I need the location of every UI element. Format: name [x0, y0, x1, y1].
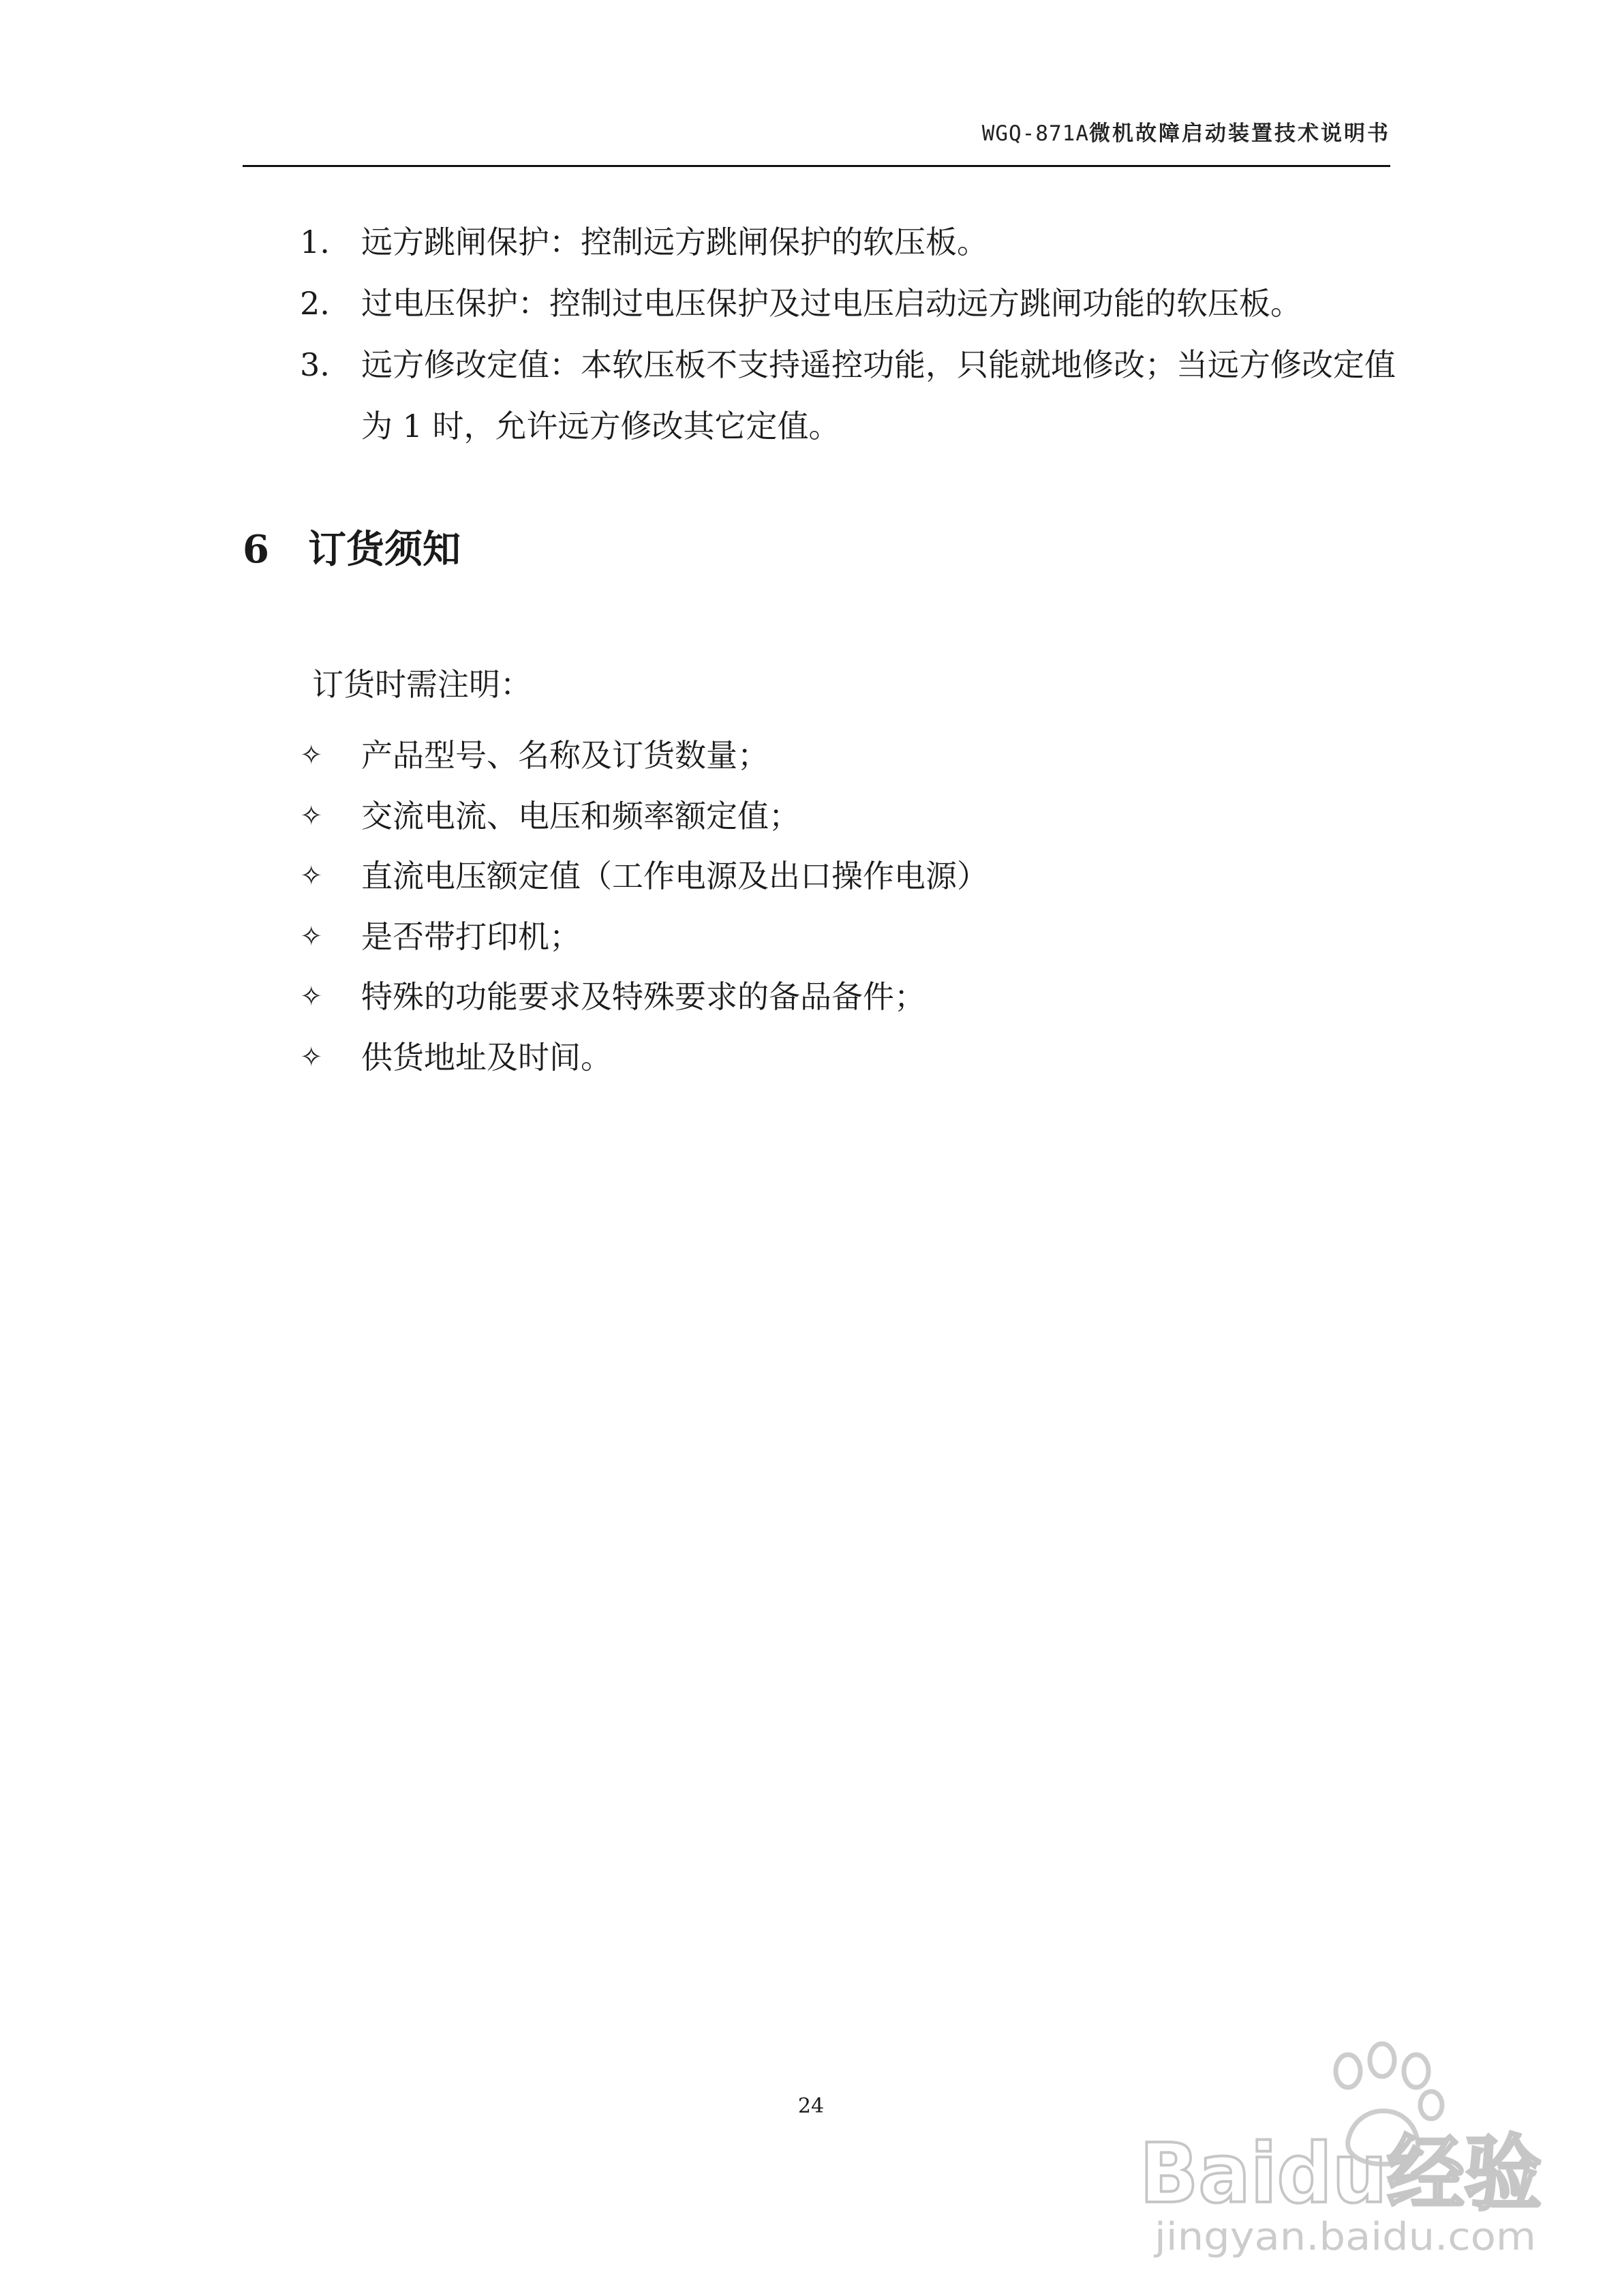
section-number: 6: [243, 527, 269, 572]
list-item-text: 过电压保护：控制过电压保护及过电压启动远方跳闸功能的软压板。: [361, 285, 1302, 322]
list-item: [300, 725, 988, 786]
diamond-star-bullet-icon: ✧: [300, 1041, 323, 1073]
list-item: [300, 211, 1397, 273]
list-item-text: 远方跳闸保护：控制远方跳闸保护的软压板。: [361, 224, 988, 260]
header-divider: [243, 165, 1390, 167]
diamond-star-bullet-icon: ✧: [300, 920, 323, 952]
diamond-star-bullet-icon: ✧: [300, 740, 323, 771]
list-item-text: 远方修改定值：本软压板不支持遥控功能，只能就地修改；当远方修改定值为 1 时，允许远方修改其它定值。: [361, 346, 1396, 444]
page-header: [243, 0, 1390, 167]
list-item: [300, 846, 988, 907]
intro-text: 订货时需注明：: [312, 666, 532, 703]
list-item-text: 直流电压额定值（工作电源及出口操作电源）: [361, 858, 988, 894]
platen-list: [300, 211, 1397, 457]
diamond-star-bullet-icon: ✧: [300, 860, 323, 892]
header-model: WGQ-871A: [981, 121, 1089, 146]
list-item-text: 是否带打印机；: [361, 918, 581, 955]
diamond-star-bullet-icon: ✧: [300, 800, 323, 832]
list-item-text: 产品型号、名称及订货数量；: [361, 737, 769, 774]
list-item-text: 供货地址及时间。: [361, 1038, 612, 1076]
order-requirements-list: [300, 725, 988, 1087]
list-item: [300, 907, 988, 967]
list-item: [300, 273, 1397, 334]
watermark-url-text: jingyan.baidu.com: [1152, 2215, 1536, 2259]
header-document-title: 微机故障启动装置技术说明书: [1089, 121, 1390, 146]
list-item-text: 特殊的功能要求及特殊要求的备品备件；: [361, 978, 925, 1015]
section-title: 订货须知: [308, 528, 461, 572]
baidu-jingyan-watermark: [1131, 2038, 1554, 2263]
list-item: [300, 967, 988, 1027]
list-item: [300, 1027, 988, 1088]
section-heading: [243, 519, 461, 574]
list-item: [300, 334, 1397, 457]
page-number: 24: [797, 2094, 825, 2118]
header-title: [982, 116, 1390, 147]
list-item-number: 3.: [300, 346, 330, 383]
list-item: [300, 786, 988, 847]
diamond-star-bullet-icon: ✧: [300, 981, 323, 1012]
list-item-text: 交流电流、电压和频率额定值；: [361, 797, 800, 834]
watermark-brand-text: Baidu经验: [1139, 2127, 1542, 2222]
list-item-number: 1.: [300, 224, 330, 260]
list-item-number: 2.: [300, 285, 330, 322]
